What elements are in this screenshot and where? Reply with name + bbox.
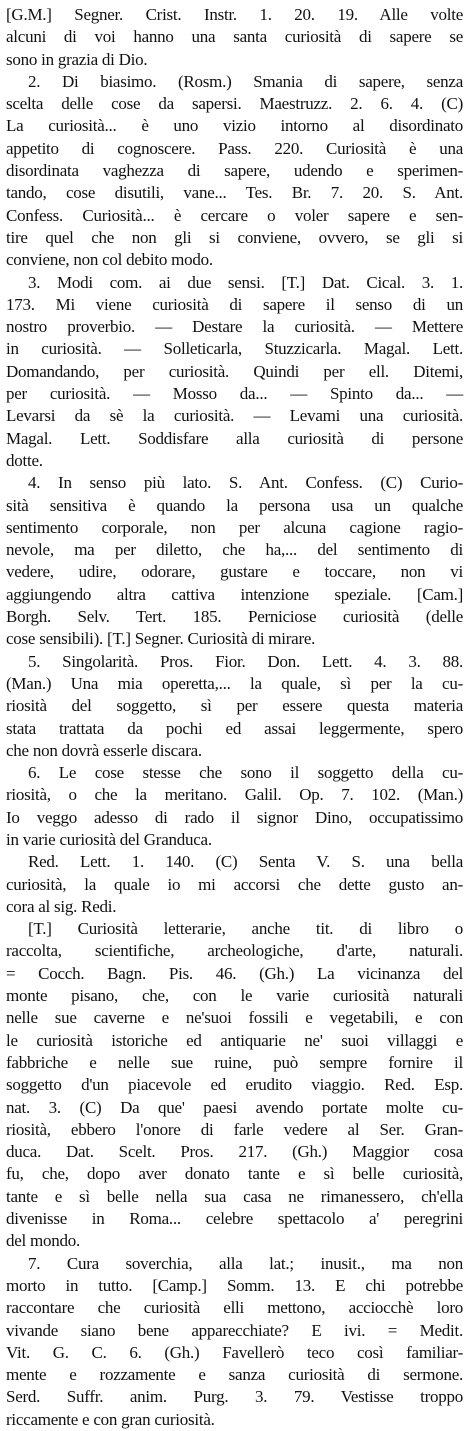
text-line: vedere, udire, odorare, gustare e toccare, non vi — [6, 562, 463, 582]
text-line: Confess. Curiosità... è cercare o voler sapere e sen- — [6, 205, 463, 225]
text-line: raccontare che curiosità elli mettono, acciocchè loro — [6, 1298, 463, 1318]
text-line: fu, che, dopo aver donato tante e sì belle curiosità, — [6, 1164, 463, 1184]
text-line: scelta delle cose da sapersi. Maestruzz. 2. 6. 4. (C) — [6, 94, 463, 114]
text-line: nat. 3. (C) Da que' paesi avendo portate molte cu- — [6, 1097, 463, 1117]
text-line: riosità del soggetto, sì per essere questa materia — [6, 696, 463, 716]
text-line: (Man.) Una mia operetta,... la quale, sì per la cu- — [6, 673, 463, 693]
text-line: raccolta, scientifiche, archeologiche, d'arte, naturali. — [6, 941, 463, 961]
text-line: monte pisano, che, con le varie curiosità naturali — [6, 986, 463, 1006]
text-line: fabbriche e nelle sue ruine, può sempre fornire il — [6, 1052, 463, 1072]
text-line: 173. Mi viene curiosità di sapere il senso di un — [6, 294, 463, 314]
text-line: sentimento corporale, non per alcuna cagione ragio- — [6, 517, 463, 537]
text-line: divenisse in Roma... celebre spettacolo a' peregrini — [6, 1209, 463, 1229]
text-line: Levarsi da sè la curiosità. — Levami una curiosità. — [6, 406, 463, 426]
text-line: soggetto d'un piacevole ed erudito viaggio. Red. Esp. — [6, 1075, 463, 1095]
text-line: disordinata vaghezza di sapere, udendo e sperimen- — [6, 161, 463, 181]
text-line: cose sensibili). [T.] Segner. Curiosità di mirare. — [6, 629, 316, 649]
text-line: tire quel che non gli si conviene, ovvero, se gli si — [6, 227, 463, 247]
text-line: 4. In senso più lato. S. Ant. Confess. (C) Curio- — [28, 473, 463, 493]
text-line: La curiosità... è uno vizio intorno al disordinato — [6, 116, 463, 136]
text-line: riccamente e con gran curiosità. — [6, 1409, 215, 1429]
text-line: le curiosità istoriche ed antiquarie ne' suoi villaggi e — [6, 1030, 463, 1050]
text-line: Vit. G. C. 6. (Gh.) Favellerò teco così familiar- — [6, 1342, 463, 1362]
text-line: cora al sig. Redi. — [6, 896, 117, 916]
text-line: Serd. Suffr. anim. Purg. 3. 79. Vestisse troppo — [6, 1387, 463, 1407]
text-line: morto in tutto. [Camp.] Somm. 13. E chi potrebbe — [6, 1275, 463, 1295]
text-line: Magal. Lett. Soddisfare alla curiosità di persone — [6, 428, 463, 448]
text-line: curiosità, la quale io mi accorsi che dette gusto an- — [6, 874, 463, 894]
text-line: tando, cose disutili, vane... Tes. Br. 7. 20. S. Ant. — [6, 183, 463, 203]
text-line: per curiosità. — Mosso da... — Spinto da... — — [6, 384, 463, 404]
text-line: tante e sì belle nella sua casa ne rimanessero, ch'ella — [6, 1186, 463, 1206]
text-line: che non dovrà esserle discara. — [6, 740, 202, 760]
text-line: [T.] Curiosità letterarie, anche tit. di libro o — [28, 919, 463, 939]
text-line: 6. Le cose stesse che sono il soggetto della cu- — [28, 763, 463, 783]
text-line: dotte. — [6, 450, 43, 470]
text-line: vivande siano bene apparecchiate? E ivi. = Medit. — [6, 1320, 463, 1340]
text-line: 7. Cura soverchia, alla lat.; inusit., ma non — [28, 1253, 463, 1273]
text-line: duca. Dat. Scelt. Pros. 217. (Gh.) Maggior cosa — [6, 1142, 463, 1162]
text-line: mente e rozzamente e sanza curiosità di sermone. — [6, 1365, 463, 1385]
text-line: stata trattata da pochi ed assai leggermente, spero — [6, 718, 463, 738]
text-line: sono in grazia di Dio. — [6, 49, 148, 69]
text-line: 2. Di biasimo. (Rosm.) Smania di sapere, senza — [28, 71, 463, 91]
text-line: riosità, ebbero l'onore di farle vedere al Ser. Gran- — [6, 1119, 463, 1139]
text-line: 3. Modi com. ai due sensi. [T.] Dat. Cical. 3. 1. — [28, 272, 463, 292]
text-line: alcuni di voi hanno una santa curiosità di sapere se — [6, 27, 463, 47]
text-line: 5. Singolarità. Pros. Fior. Don. Lett. 4. 3. 88. — [28, 651, 463, 671]
text-line: riosità, o che la meritano. Galil. Op. 7. 102. (Man.) — [6, 785, 463, 805]
text-line: nelle sue caverne e ne'suoi fossili e vegetabili, e con — [6, 1008, 463, 1028]
text-line: Red. Lett. 1. 140. (C) Senta V. S. una bella — [28, 852, 463, 872]
text-line: aggiungendo altra cattiva intenzione speziale. [Cam.] — [6, 584, 463, 604]
text-line: Io veggo adesso di rado il signor Dino, occupatissimo — [6, 807, 463, 827]
text-line: del mondo. — [6, 1231, 80, 1251]
text-line: [G.M.] Segner. Crist. Instr. 1. 20. 19. Alle volte — [6, 5, 463, 24]
text-line: sità sensitiva è quando la persona usa un qualche — [6, 495, 463, 515]
text-line: appetito di cognoscere. Pass. 220. Curiosità è una — [6, 138, 463, 158]
text-line: nevole, ma per diletto, che ha,... del sentimento di — [6, 540, 463, 560]
text-line: = Cocch. Bagn. Pis. 46. (Gh.) La vicinanza del — [6, 963, 463, 983]
text-line: in curiosità. — Solleticarla, Stuzzicarla. Magal. Lett. — [6, 339, 463, 359]
text-line: Domandando, per curiosità. Quindi per ell. Ditemi, — [6, 361, 463, 381]
text-line: Borgh. Selv. Tert. 185. Perniciose curiosità (delle — [6, 607, 463, 627]
text-line: nostro proverbio. — Destare la curiosità. — Mettere — [6, 317, 463, 337]
text-line: conviene, non col debito modo. — [6, 250, 213, 270]
text-line: in varie curiosità del Granduca. — [6, 829, 212, 849]
